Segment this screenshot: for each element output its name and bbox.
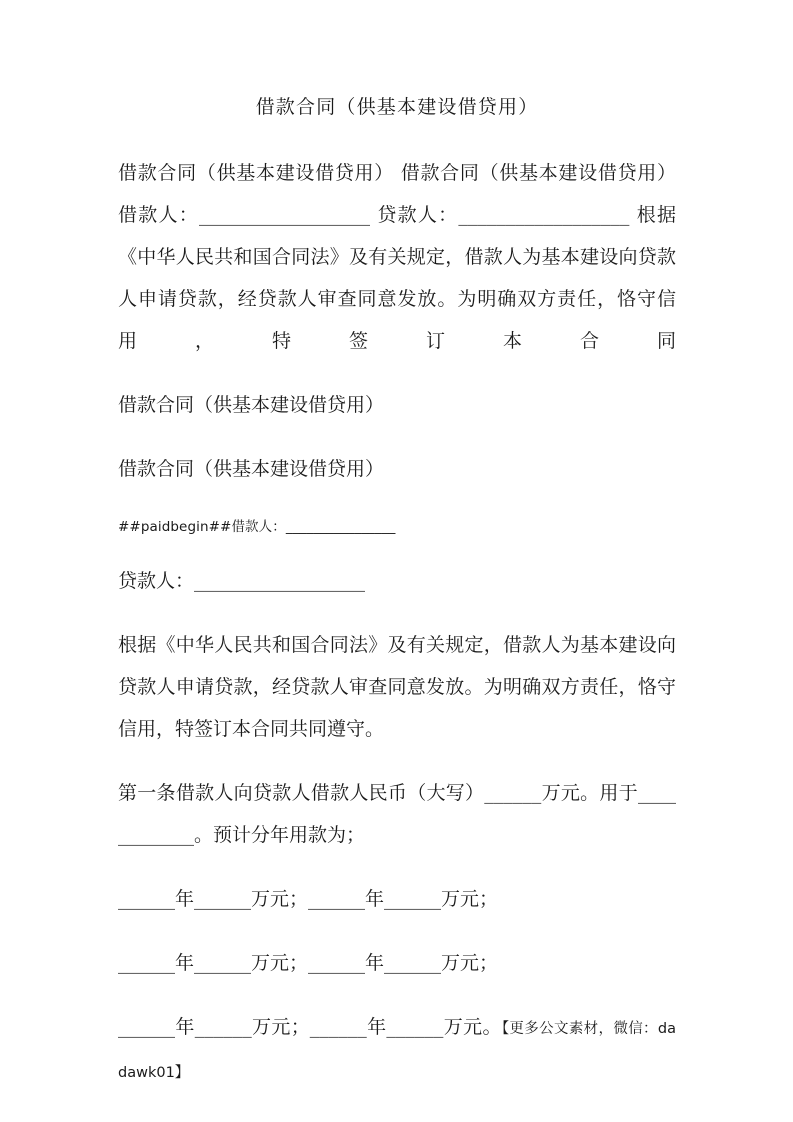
- paragraph-heading-repeat-2: 借款合同（供基本建设借贷用）: [118, 458, 385, 480]
- paragraph-yearly-amounts-row-2: ______年______万元；______年______万元；: [118, 952, 499, 974]
- paragraph-article-one: 第一条借款人向贷款人借款人民币（大写）______万元。用于____________。预计分年用款为；: [118, 782, 676, 846]
- paragraph-intro-combined: 借款合同（供基本建设借贷用） 借款合同（供基本建设借贷用） 借款人：__________________ 贷款人：__________________ 根据《中华人民共和国合同法》及有关规定，借款人为基本建设向贷款人申请贷款，经贷款人审查同意发放。为明确双方责任，恪守信用，特签订本合同: [118, 162, 676, 352]
- paragraph-heading-repeat-1: 借款合同（供基本建设借贷用）: [118, 394, 385, 416]
- page-title: 借款合同（供基本建设借贷用）: [255, 96, 539, 118]
- paragraph-yearly-amounts-row-1: ______年______万元；______年______万元；: [118, 888, 499, 910]
- paragraph-legal-basis: 根据《中华人民共和国合同法》及有关规定，借款人为基本建设向贷款人申请贷款，经贷款人审查同意发放。为明确双方责任，恪守信用，特签订本合同共同遵守。: [118, 634, 676, 740]
- paragraph-paywall-borrower-field: ##paidbegin##借款人：________________: [118, 519, 396, 535]
- yearly-amounts-row-3-text: ______年______万元；______年______万元。: [118, 1016, 502, 1038]
- paragraph-yearly-amounts-row-3: [118, 1006, 676, 1094]
- promo-note: 【更多公文素材，微信：da dawk01】: [118, 1021, 676, 1081]
- paragraph-lender-field: 贷款人：__________________: [118, 570, 366, 592]
- document-content: [118, 92, 676, 1116]
